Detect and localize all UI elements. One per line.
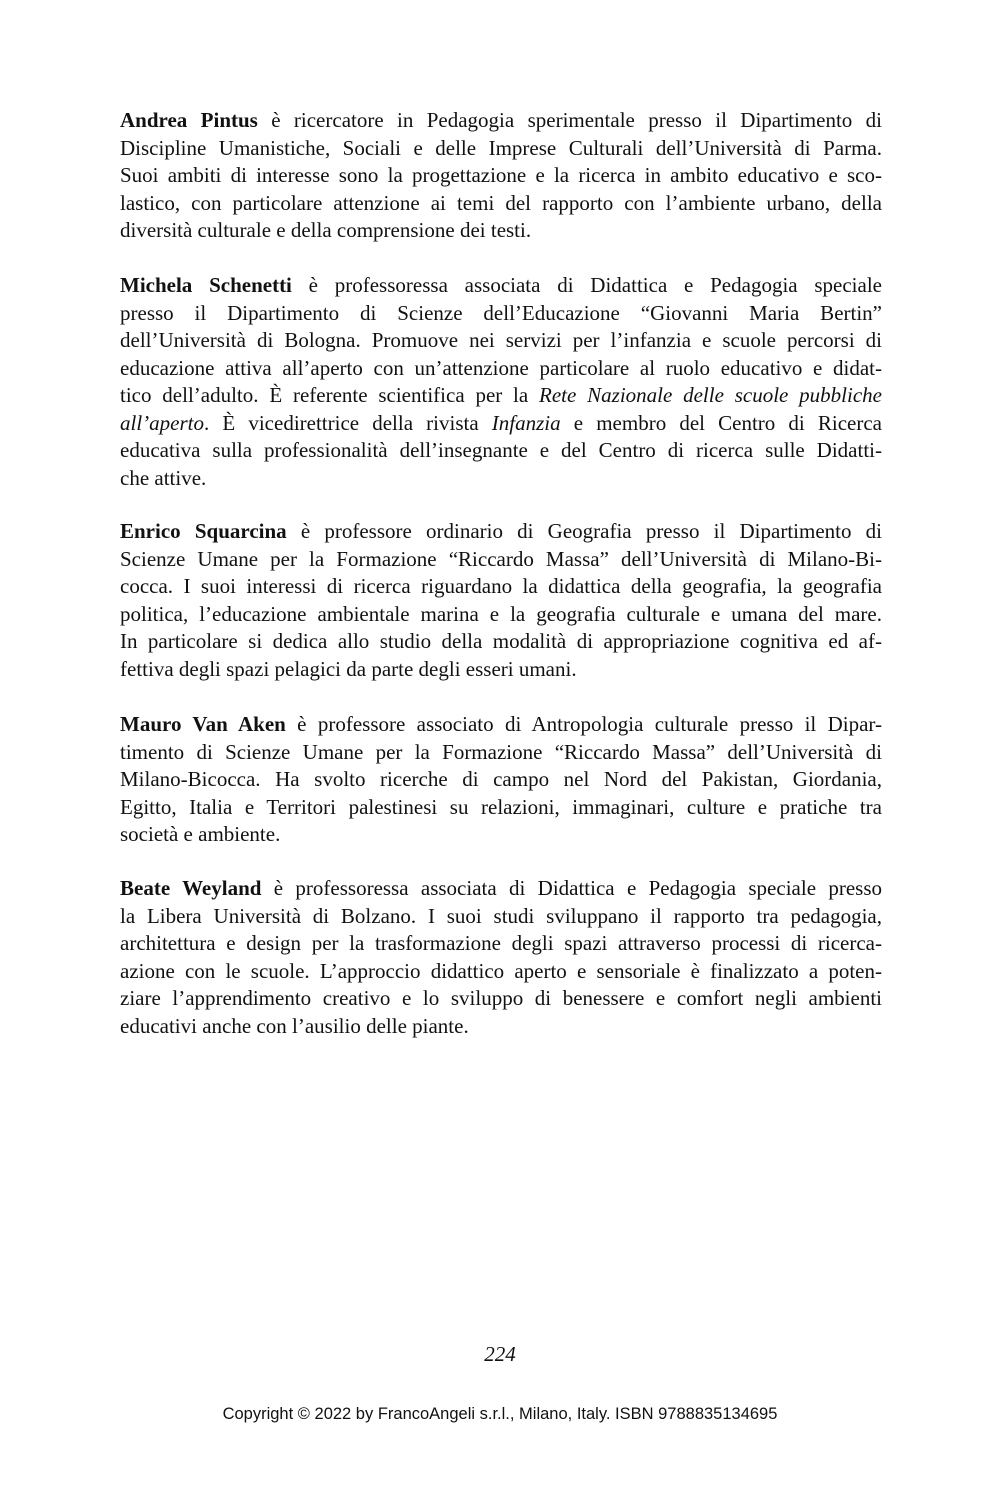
bio-beate-weyland [120, 875, 882, 1040]
bio-text-line: è professoressa associata di Didattica e Pedagogia speciale [291, 273, 882, 297]
bio-michela-schenetti [120, 272, 882, 492]
bio-text-line: Milano-Bicocca. Ha svolto ricerche di campo nel Nord del Pakistan, Giordania, [120, 767, 882, 791]
bio-text-line: società e ambiente. [120, 822, 281, 846]
network-title-italic-cont: all’aperto [120, 410, 204, 435]
bio-andrea-pintus [120, 107, 882, 245]
journal-title-italic: Infanzia [491, 410, 561, 435]
copyright-footer: Copyright © 2022 by FrancoAngeli s.r.l., Milano, Italy. ISBN 9788835134695 [222, 1405, 778, 1423]
bio-text-line: è professore ordinario di Geografia presso il Dipartimento di [286, 519, 882, 543]
bio-mauro-van-aken [120, 711, 882, 849]
bio-name: Michela Schenetti [120, 273, 292, 297]
bio-text-line: Discipline Umanistiche, Sociali e delle Imprese Culturali dell’Università di Parma. [120, 135, 882, 160]
network-title-italic: Rete Nazionale delle scuole pubbliche [539, 383, 882, 407]
bio-text-line: Scienze Umane per la Formazione “Riccardo Massa” dell’Università di Milano-Bi- [120, 546, 882, 571]
bio-text-line: educazione attiva all’aperto con un’attenzione particolare al ruolo educativo e didat- [120, 355, 882, 380]
bio-text-line: è professore associato di Antropologia culturale presso il Dipar- [285, 712, 882, 736]
bio-text-line: ziare l’apprendimento creativo e lo sviluppo di benessere e comfort negli ambienti [120, 986, 882, 1010]
bio-text-line: In particolare si dedica allo studio della modalità di appropriazione cognitiva ed af- [120, 629, 882, 653]
bio-text-line: timento di Scienze Umane per la Formazione “Riccardo Massa” dell’Università di [120, 739, 882, 764]
bio-text-segment: e membro del Centro di Ricerca [560, 410, 882, 435]
page-number: 224 [484, 1342, 516, 1366]
bio-text-line: cocca. I suoi interessi di ricerca riguardano la didattica della geografia, la geografia [120, 574, 882, 598]
bio-text-line: diversità culturale e della comprensione dei testi. [120, 218, 532, 242]
bio-text-line: presso il Dipartimento di Scienze dell’Educazione “Giovanni Maria Bertin” [120, 300, 882, 325]
bio-text-line: è ricercatore in Pedagogia sperimentale presso il Dipartimento di [257, 108, 882, 132]
bio-text-segment: . È vicedirettrice della rivista [204, 410, 492, 435]
bio-text-line: educativa sulla professionalità dell’insegnante e del Centro di ricerca sulle Didatti- [120, 438, 882, 462]
bio-text-line: fettiva degli spazi pelagici da parte degli esseri umani. [120, 656, 577, 681]
bio-text-line: la Libera Università di Bolzano. I suoi studi sviluppano il rapporto tra pedagogia, [120, 903, 882, 928]
bio-text-line: è professoressa associata di Didattica e Pedagogia speciale presso [261, 876, 882, 900]
bio-text-line: che attive. [120, 465, 207, 490]
bio-name: Beate Weyland [120, 876, 262, 900]
bio-name: Mauro Van Aken [120, 712, 286, 736]
bio-text-line: educativi anche con l’ausilio delle piante. [120, 1013, 469, 1038]
bio-text-line: azione con le scuole. L’approccio didattico aperto e sensoriale è finalizzato a poten- [120, 958, 882, 983]
bio-text-line: politica, l’educazione ambientale marina e la geografia culturale e umana del mare. [120, 601, 882, 626]
bio-text-line: Suoi ambiti di interesse sono la progettazione e la ricerca in ambito educativo e sco- [120, 163, 882, 187]
bio-text-line: Egitto, Italia e Territori palestinesi su relazioni, immaginari, culture e pratiche tra [120, 794, 882, 819]
bio-enrico-squarcina [120, 518, 882, 683]
bio-text-line: dell’Università di Bologna. Promuove nei servizi per l’infanzia e scuole percorsi di [120, 328, 882, 352]
bio-text-line: lastico, con particolare attenzione ai temi del rapporto con l’ambiente urbano, della [120, 190, 882, 215]
bio-text-line: architettura e design per la trasformazione degli spazi attraverso processi di ricerca- [120, 931, 882, 955]
bio-name: Enrico Squarcina [120, 519, 287, 543]
bio-text-segment: tico dell’adulto. È referente scientifica per la [120, 383, 540, 407]
bio-name: Andrea Pintus [120, 108, 258, 132]
